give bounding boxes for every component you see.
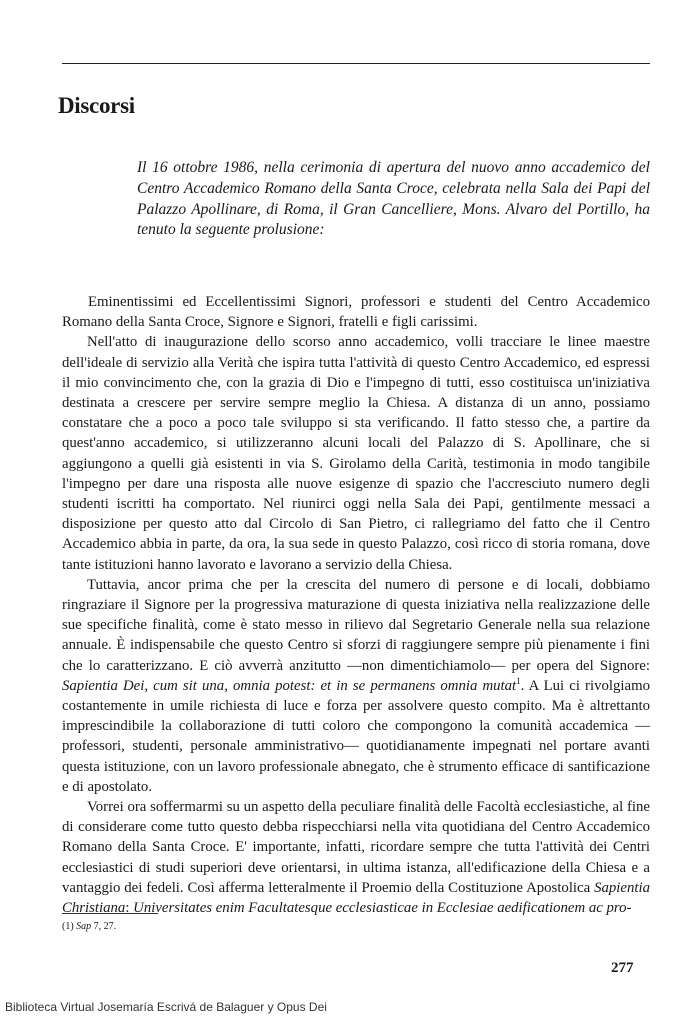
section-heading: Discorsi: [58, 93, 135, 118]
paragraph-2: Nell'atto di inaugurazione dello scorso anno accademico, volli tracciare le linee maestre dell'ideale di servizio alla Verità che ispira tutta l'attività di questo Centro Accademico, ed espressi il mio convincimento che, con la grazia di Dio e l'impegno di tutti, esso costituisca un'iniziativa destinata a crescere per servire sempre meglio la Chiesa. A distanza di un anno, possiamo constatare che a poco a poco tale sviluppo si sta verificando. Il fatto stesso che, a partire da quest'anno accademico, si utilizzeranno alcuni locali del Palazzo di S. Apollinare, che si aggiungono a quelli già esistenti in via S. Girolamo della Carità, testimonia in modo tangibile l'impegno per dare una risposta alle nuove esigenze di spazio che l'accresciuto numero degli studenti iscritti ha comportato. Nel riunirci oggi nella Sala dei Papi, gentilmente messaci a disposizione per questo atto dal Circolo di San Pietro, ci rallegriamo del fatto che il Centro Accademico abbia in parte, da ora, la sua sede in questo Palazzo, così ricco di storia romana, dove tante istituzioni hanno lavorato e lavorano a servizio della Chiesa.: [62, 334, 650, 573]
paragraph-1: Eminentissimi ed Eccellentissimi Signori, professori e studenti del Centro Accademico Romano della Santa Croce, Signore e Signori, fratelli e figli carissimi.: [62, 294, 650, 331]
latin-quote-sapientia-dei: Sapientia Dei, cum sit una, omnia potest: et in se permanens omnia mutat: [62, 677, 517, 694]
footnote-reference: Sap: [76, 921, 92, 932]
footnote: [62, 921, 116, 932]
footnote-rule: [62, 913, 158, 914]
body-text: [62, 292, 650, 918]
footnote-location: 7, 27.: [91, 921, 117, 932]
library-footer: Biblioteca Virtual Josemaría Escrivá de Balaguer y Opus Dei: [5, 1000, 327, 1014]
page-number: 277: [611, 960, 634, 976]
latin-quote-universitates: Universitates enim Facultatesque ecclesiasticae in Ecclesiae aedificationem ac pro-: [133, 900, 632, 917]
paragraph-3-text-before: Tuttavia, ancor prima che per la crescita del numero di persone e di locali, dobbiamo ringraziare il Signore per la progressiva maturazione di questa iniziativa nella realizzazione delle sue specifiche finalità, come è stato messo in rilievo dal Segretario Generale nella sua relazione annuale. È indispensabile che questo Centro si sforzi di raggiungere sempre più pienamente i fini che lo caratterizzano. E ciò avverrà anzitutto —non dimentichiamolo— per opera del Signore:: [62, 576, 650, 674]
top-rule: [62, 63, 650, 64]
intro-paragraph: Il 16 ottobre 1986, nella cerimonia di apertura del nuovo anno accademico del Centro Accademico Romano della Santa Croce, celebrata nella Sala dei Papi del Palazzo Apollinare, di Roma, il Gran Cancelliere, Mons. Alvaro del Portillo, ha tenuto la seguente prolusione:: [137, 159, 650, 239]
paragraph-4-text-before: Vorrei ora soffermarmi su un aspetto della peculiare finalità delle Facoltà ecclesiastiche, al fine di considerare come tutto questo debba rispecchiarsi nella vita quotidiana del Centro Accademico Romano della Santa Croce. E' importante, infatti, ricordare sempre che tutta l'attività dei Centri ecclesiastici di studi superiori deve orientarsi, in ultima istanza, all'edificazione della Chiesa e a vantaggio dei fedeli. Così afferma letteralmente il Proemio della Costituzione Apostolica: [62, 799, 650, 896]
footnote-number: (1): [62, 921, 74, 932]
paragraph-3: [62, 575, 650, 797]
constitution-title: Sapientia Christiana: [62, 879, 650, 917]
paragraph-4: [62, 797, 650, 918]
paragraph-3-text-after: . A Lui ci rivolgiamo costantemente in umile richiesta di luce e forza per assolvere questo compito. Ma è altrettanto imprescindibile la collaborazione di tutti coloro che compongono la comunità accademica —professori, studenti, personale amministrativo— quotidianamente impegnati nel portare avanti questa istituzione, con un lavoro professionale abnegato, che è strumento efficace di santificazione e di apostolato.: [62, 677, 650, 795]
paragraph-4-colon: :: [125, 900, 134, 917]
footnote-marker: 1: [516, 675, 521, 686]
